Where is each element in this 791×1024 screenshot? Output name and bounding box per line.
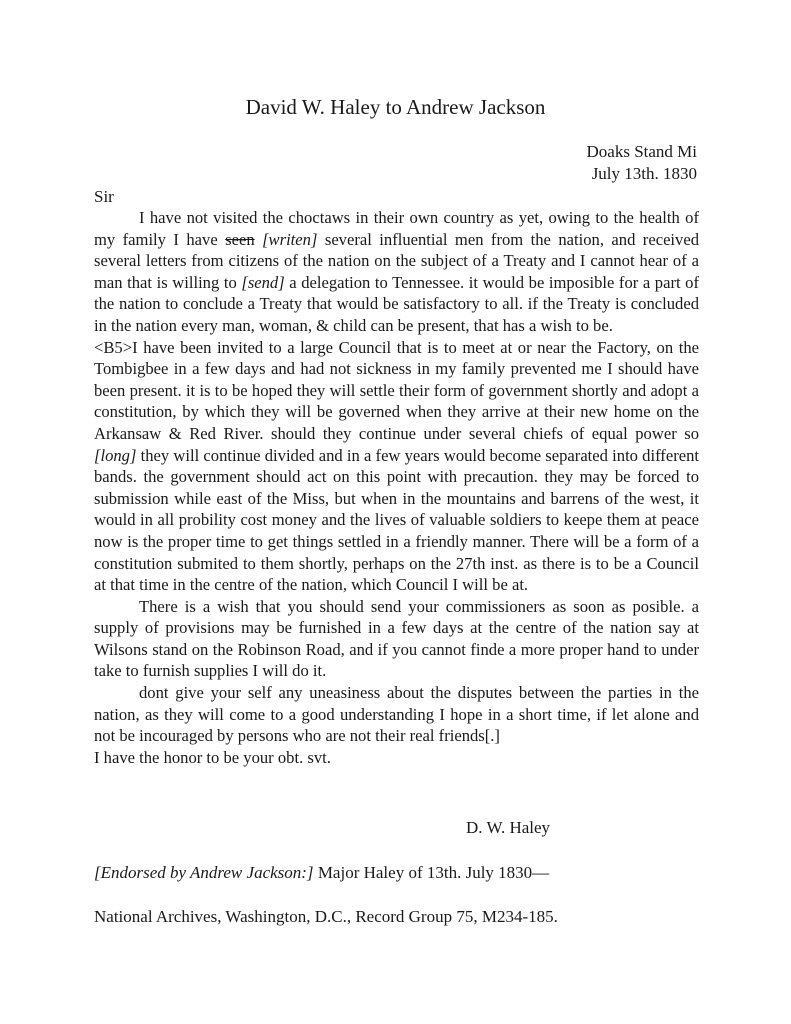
paragraph-4: dont give your self any uneasiness about the disputes between the parties in the nation, as they will come to a good understanding I hope in a short time, if let alone and not be incouraged by persons who are not their real friends[.] (94, 683, 699, 746)
paragraph-1-text-c: several influential men from the nation, and received several letters from citizens of the nation on the subject of a Treaty and I cannot hear of a man that is willing to (94, 229, 700, 292)
paragraph-1 (94, 207, 699, 337)
editorial-insertion: [long] (94, 445, 137, 465)
paragraph-3: There is a wish that you should send your commissioners as soon as posible. a supply of provisions may be furnished in a few days at the centre of the nation say at Wilsons stand on the Robinson Road, and if you cannot finde a more proper hand to under take to furnish supplies I will do it. (94, 596, 699, 681)
document-title: David W. Haley to Andrew Jackson (245, 95, 546, 119)
paragraph-2-text-a: <B5>I have been invited to a large Council that is to meet at or near the Factory, on the Tombigbee in a few days and had not sickness in my family prevented me I should have been present. it is to be hoped they will settle their form of government shortly and adopt a constitution, by which they will be governed when they arrive at their new home on the Arkansaw & Red River. should they continue under several chiefs of equal power so (94, 337, 699, 443)
struck-word: seen (225, 229, 255, 249)
editorial-insertion: [writen] (262, 229, 318, 249)
letter-date: July 13th. 1830 (591, 164, 697, 183)
salutation: Sir (94, 187, 114, 206)
paragraph-1-text-d: a delegation to Tennessee. it would be imposible for a part of the nation to conclude a Treaty that would be satisfactory to all. if the Treaty is concluded in the nation every man, woman, & child can be present, that has a wish to be. (94, 272, 700, 335)
paragraph-2 (94, 337, 699, 596)
letter-place: Doaks Stand Mi (586, 142, 697, 161)
endorsement-text: Major Haley of 13th. July 1830— (313, 863, 550, 882)
endorsement (94, 862, 549, 884)
paragraph-1-text-a: I have not visited the choctaws in their own country as yet, owing to the health of my family I have (94, 208, 699, 249)
letter-body (94, 207, 699, 768)
editorial-insertion: [send] (241, 272, 285, 292)
paragraph-2-text-b: they will continue divided and in a few years would become separated into different bands. the government should act on this point with precaution. they may be forced to submission while east of the Miss, but when in the mountains and barrens of the west, it would in all probility cost money and the lives of valuable soldiers to keepe them at peace now is the proper time to get things settled in a friendly manner. There will be a form of a constitution submited to them shortly, perhaps on the 27th inst. as there is to be a Council at that time in the centre of the nation, which Council I will be at. (94, 445, 699, 595)
closing-line: I have the honor to be your obt. svt. (94, 747, 331, 767)
source-citation: National Archives, Washington, D.C., Record Group 75, M234-185. (94, 907, 558, 926)
paragraph-1-text-b (255, 230, 262, 249)
endorsement-label: [Endorsed by Andrew Jackson:] (94, 863, 314, 882)
signature: D. W. Haley (466, 818, 551, 837)
